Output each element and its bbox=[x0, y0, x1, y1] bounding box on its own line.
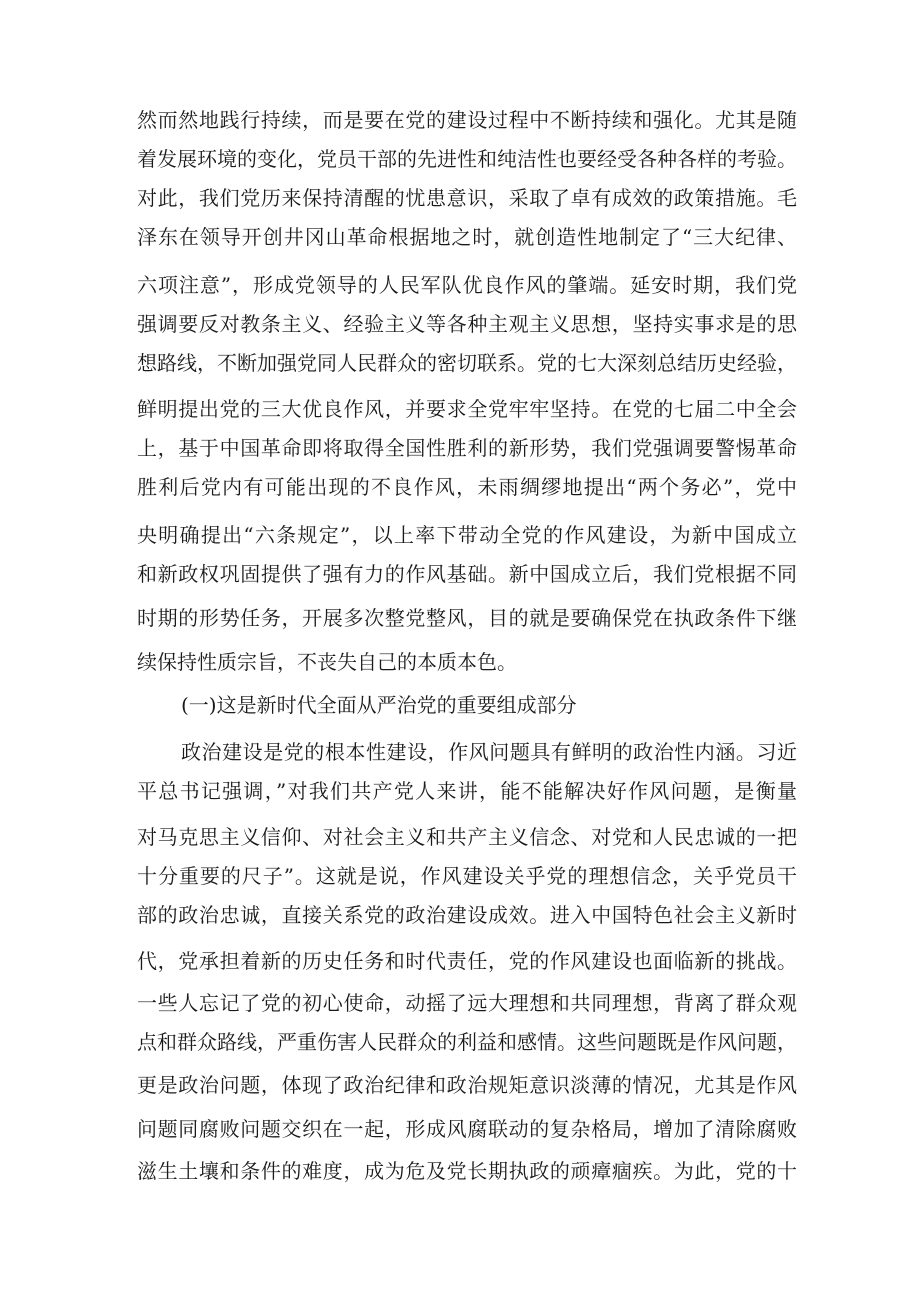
body-text-line: 点和群众路线，严重伤害人民群众的利益和感情。这些问题既是作风问题， bbox=[137, 1030, 797, 1054]
body-text-line: 续保持性质宗旨，不丧失自己的本质本色。 bbox=[137, 650, 517, 674]
body-text-line: 政治建设是党的根本性建设，作风问题具有鲜明的政治性内涵。习近 bbox=[181, 740, 797, 764]
body-text-line: 问题同腐败问题交织在一起，形成风腐联动的复杂格局，增加了清除腐败 bbox=[137, 1117, 797, 1141]
section-heading: (一)这是新时代全面从严治党的重要组成部分 bbox=[181, 693, 577, 717]
body-text-line: 平总书记强调，”对我们共产党人来讲，能不能解决好作风问题，是衡量 bbox=[137, 779, 797, 803]
body-text-line: 胜利后党内有可能出现的不良作风，未雨绸缪地提出“两个务必”，党中 bbox=[137, 475, 797, 499]
body-text-line: 对马克思主义信仰、对社会主义和共产主义信念、对党和人民忠诚的一把 bbox=[137, 825, 797, 849]
body-text-line: 泽东在领导开创井冈山革命根据地之时，就创造性地制定了“三大纪律、 bbox=[137, 225, 797, 249]
body-text-line: 六项注意”，形成党领导的人民军队优良作风的肇端。延安时期，我们党 bbox=[137, 273, 797, 297]
body-text-line: 时期的形势任务，开展多次整党整风，目的就是要确保党在执政条件下继 bbox=[137, 606, 797, 630]
body-text-line: 央明确提出“六条规定”，以上率下带动全党的作风建设，为新中国成立 bbox=[137, 523, 797, 547]
body-text-line: 鲜明提出党的三大优良作风，并要求全党牢牢坚持。在党的七届二中全会 bbox=[137, 397, 797, 421]
body-text-line: 十分重要的尺子”。这就是说，作风建设关乎党的理想信念，关乎党员干 bbox=[137, 864, 797, 888]
body-text-line: 部的政治忠诚，直接关系党的政治建设成效。进入中国特色社会主义新时 bbox=[137, 903, 797, 927]
body-text-line: 着发展环境的变化，党员干部的先进性和纯洁性也要经受各种各样的考验。 bbox=[137, 147, 797, 171]
body-text-line: 更是政治问题，体现了政治纪律和政治规矩意识淡薄的情况，尤其是作风 bbox=[137, 1073, 797, 1097]
body-text-line: 想路线，不断加强党同人民群众的密切联系。党的七大深刻总结历史经验， bbox=[137, 351, 797, 375]
body-text-line: 强调要反对教条主义、经验主义等各种主观主义思想，坚持实事求是的思 bbox=[137, 312, 797, 336]
body-text-line: 对此，我们党历来保持清醒的忧患意识，采取了卓有成效的政策措施。毛 bbox=[137, 186, 797, 210]
body-text-line: 然而然地践行持续，而是要在党的建设过程中不断持续和强化。尤其是随 bbox=[137, 108, 797, 132]
body-text-line: 一些人忘记了党的初心使命，动摇了远大理想和共同理想，背离了群众观 bbox=[137, 991, 797, 1015]
body-text-line: 上，基于中国革命即将取得全国性胜利的新形势，我们党强调要警惕革命 bbox=[137, 436, 797, 460]
body-text-line: 滋生土壤和条件的难度，成为危及党长期执政的顽瘴痼疾。为此，党的十 bbox=[137, 1159, 797, 1183]
body-text-line: 代，党承担着新的历史任务和时代责任，党的作风建设也面临新的挑战。 bbox=[137, 949, 797, 973]
body-text-line: 和新政权巩固提供了强有力的作风基础。新中国成立后，我们党根据不同 bbox=[137, 562, 797, 586]
